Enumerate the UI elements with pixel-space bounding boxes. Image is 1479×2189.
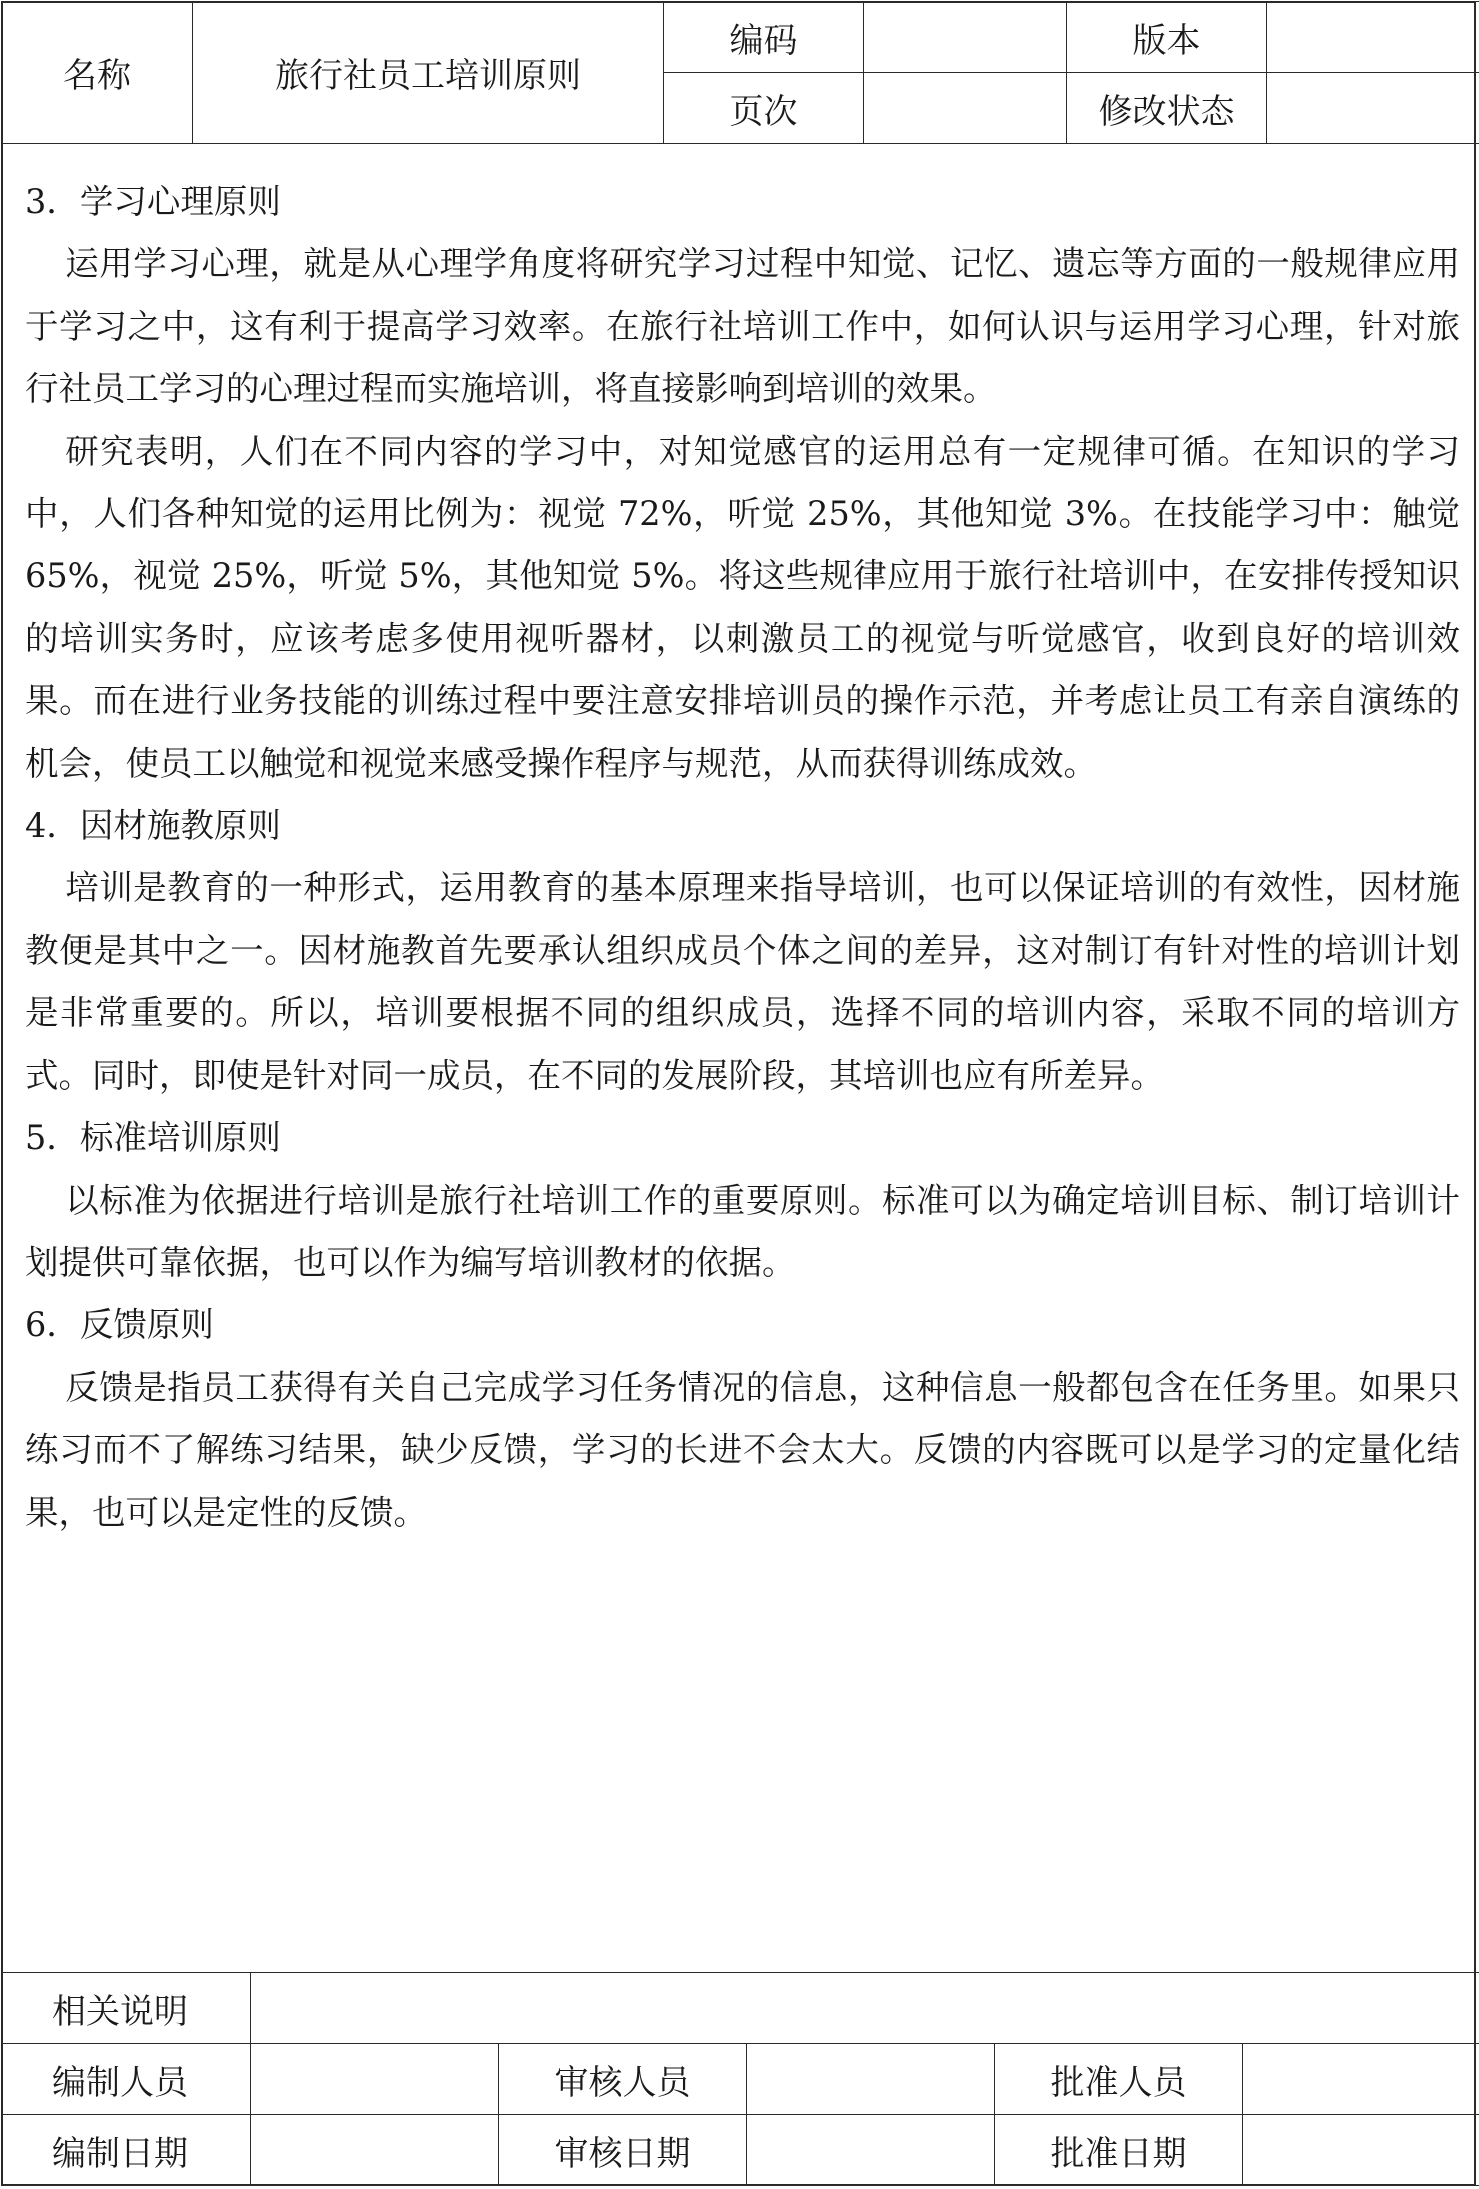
notes-label: 相关说明 bbox=[2, 1973, 251, 2044]
notes-value bbox=[251, 1973, 1479, 2044]
code-label: 编码 bbox=[664, 2, 864, 73]
document-sheet bbox=[1, 1, 1476, 2186]
section-4-paragraph-1: 培训是教育的一种形式，运用教育的基本原理来指导培训，也可以保证培训的有效性，因材施教便是其中之一。因材施教首先要承认组织成员个体之间的差异，这对制订有针对性的培训计划是非常重要的。所以，培训要根据不同的组织成员，选择不同的培训内容，采取不同的培训方式。同时，即使是针对同一成员，在不同的发展阶段，其培训也应有所差异。 bbox=[25, 868, 1460, 1095]
approver-label: 批准人员 bbox=[995, 2044, 1243, 2115]
section-6-paragraph-1: 反馈是指员工获得有关自己完成学习任务情况的信息，这种信息一般都包含在任务里。如果只练习而不了解练习结果，缺少反馈，学习的长进不会太大。反馈的内容既可以是学习的定量化结果，也可以是定性的反馈。 bbox=[25, 1367, 1460, 1532]
footer-table bbox=[1, 1972, 1479, 2186]
section-6-heading: 6．反馈原则 bbox=[25, 1305, 214, 1345]
revision-value bbox=[1267, 73, 1479, 144]
section-3-paragraph-2: 研究表明，人们在不同内容的学习中，对知觉感官的运用总有一定规律可循。在知识的学习中，人们各种知觉的运用比例为：视觉 72%，听觉 25%，其他知觉 3%。在技能学习中：触觉 65%，视觉 25%，听觉 5%，其他知觉 5%。将这些规律应用于旅行社培训中，在安排传授知识的培训实务时，应该考虑多使用视听器材，以刺激员工的视觉与听觉感官，收到良好的培训效果。而在进行业务技能的训练过程中要注意安排培训员的操作示范，并考虑让员工有亲自演练的机会，使员工以触觉和视觉来感受操作程序与规范，从而获得训练成效。 bbox=[25, 431, 1460, 783]
document-body bbox=[25, 171, 1460, 1544]
editor-value bbox=[251, 2044, 499, 2115]
section-5-heading: 5．标准培训原则 bbox=[25, 1118, 281, 1158]
header-table bbox=[1, 1, 1479, 144]
review-date-label: 审核日期 bbox=[499, 2115, 747, 2186]
version-value bbox=[1267, 2, 1479, 73]
revision-label: 修改状态 bbox=[1067, 73, 1267, 144]
edit-date-label: 编制日期 bbox=[2, 2115, 251, 2186]
document-title: 旅行社员工培训原则 bbox=[193, 2, 664, 144]
review-date-value bbox=[747, 2115, 995, 2186]
page-label: 页次 bbox=[664, 73, 864, 144]
section-3-heading: 3．学习心理原则 bbox=[25, 182, 281, 221]
version-label: 版本 bbox=[1067, 2, 1267, 73]
reviewer-label: 审核人员 bbox=[499, 2044, 747, 2115]
name-label: 名称 bbox=[2, 2, 193, 144]
edit-date-value bbox=[251, 2115, 499, 2186]
editor-label: 编制人员 bbox=[2, 2044, 251, 2115]
section-4-heading: 4．因材施教原则 bbox=[25, 806, 281, 846]
section-5-paragraph-1: 以标准为依据进行培训是旅行社培训工作的重要原则。标准可以为确定培训目标、制订培训计划提供可靠依据，也可以作为编写培训教材的依据。 bbox=[25, 1180, 1460, 1282]
section-3-paragraph-1: 运用学习心理，就是从心理学角度将研究学习过程中知觉、记忆、遗忘等方面的一般规律应用于学习之中，这有利于提高学习效率。在旅行社培训工作中，如何认识与运用学习心理，针对旅行社员工学习的心理过程而实施培训，将直接影响到培训的效果。 bbox=[25, 244, 1460, 409]
code-value bbox=[864, 2, 1067, 73]
approver-value bbox=[1243, 2044, 1479, 2115]
approve-date-label: 批准日期 bbox=[995, 2115, 1243, 2186]
page-value bbox=[864, 73, 1067, 144]
approve-date-value bbox=[1243, 2115, 1479, 2186]
reviewer-value bbox=[747, 2044, 995, 2115]
